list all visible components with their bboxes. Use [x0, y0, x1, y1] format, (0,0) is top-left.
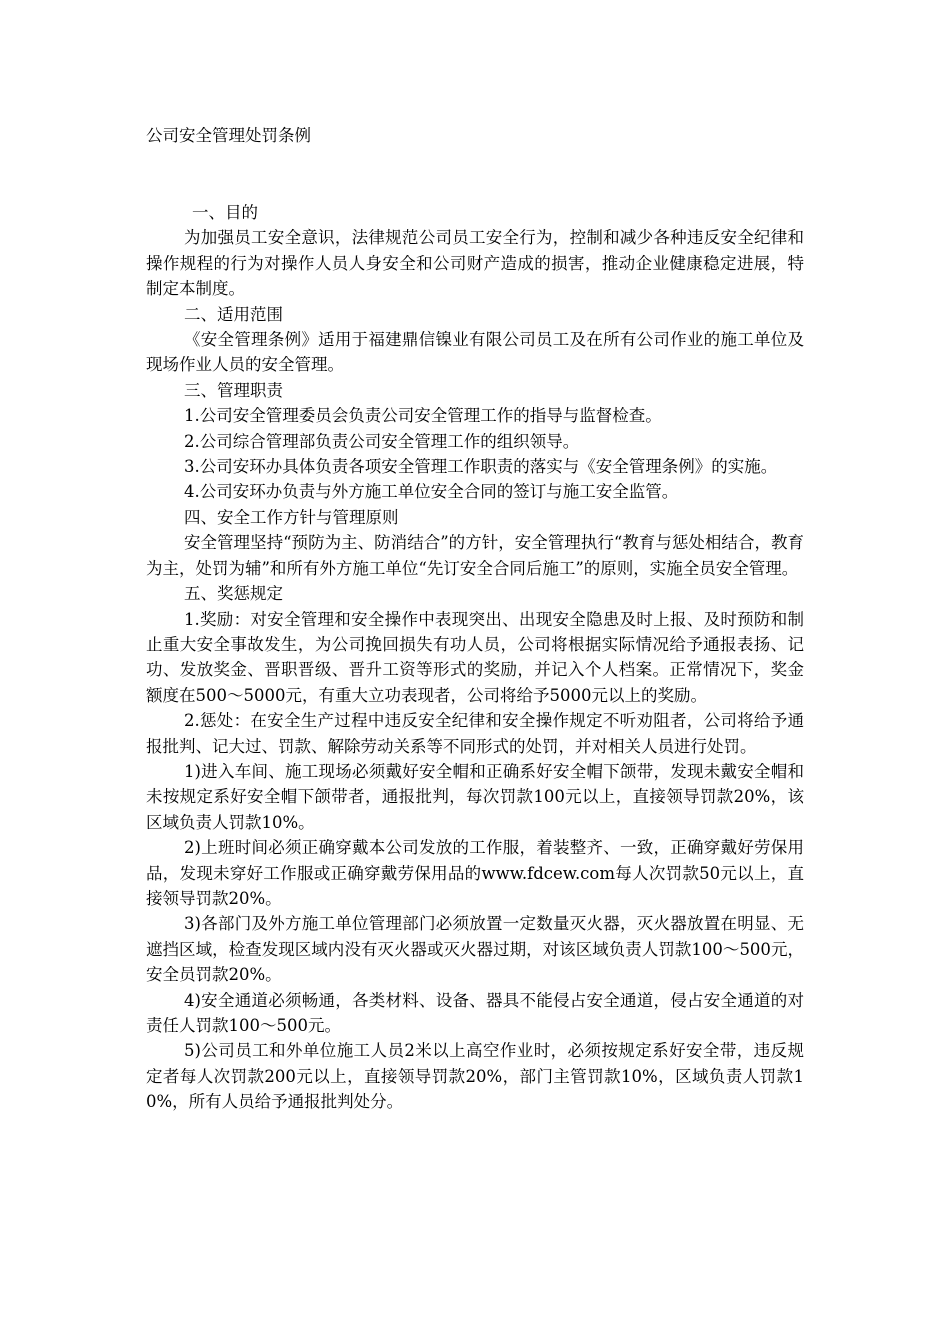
document-title: 公司安全管理处罚条例 — [146, 126, 311, 145]
paragraph-rule-3: 3)各部门及外方施工单位管理部门必须放置一定数量灭火器，灭火器放置在明显、无遮挡区域，检查发现区域内没有灭火器或灭火器过期，对该区域负责人罚款100～500元，安全员罚款20%。 — [146, 914, 804, 985]
section-heading-principles: 四、安全工作方针与管理原则 — [184, 507, 399, 527]
paragraph-responsibility-3: 3.公司安环办具体负责各项安全管理工作职责的落实与《安全管理条例》的实施。 — [184, 457, 778, 477]
document-body — [146, 200, 804, 1115]
paragraph-penalties: 2.惩处：在安全生产过程中违反安全纪律和安全操作规定不听劝阻者，公司将给予通报批判、记大过、罚款、解除劳动关系等不同形式的处罚，并对相关人员进行处罚。 — [146, 711, 804, 756]
paragraph-rule-4: 4)安全通道必须畅通，各类材料、设备、器具不能侵占安全通道，侵占安全通道的对责任人罚款100～500元。 — [146, 990, 804, 1035]
paragraph-rule-1: 1)进入车间、施工现场必须戴好安全帽和正确系好安全帽下颌带，发现未戴安全帽和未按规定系好安全帽下颌带者，通报批判，每次罚款100元以上，直接领导罚款20%，该区域负责人罚款10%。 — [146, 761, 804, 832]
paragraph-scope: 《安全管理条例》适用于福建鼎信镍业有限公司员工及在所有公司作业的施工单位及现场作业人员的安全管理。 — [146, 330, 804, 375]
paragraph-principles: 安全管理坚持“预防为主、防消结合”的方针，安全管理执行“教育与惩处相结合，教育为主，处罚为辅”和所有外方施工单位“先订安全合同后施工”的原则，实施全员安全管理。 — [146, 533, 804, 578]
paragraph-rule-5: 5)公司员工和外单位施工人员2米以上高空作业时，必须按规定系好安全带，违反规定者每人次罚款200元以上，直接领导罚款20%，部门主管罚款10%，区域负责人罚款10%，所有人员给予通报批判处分。 — [146, 1041, 804, 1112]
paragraph-rewards: 1.奖励：对安全管理和安全操作中表现突出、出现安全隐患及时上报、及时预防和制止重大安全事故发生，为公司挽回损失有功人员，公司将根据实际情况给予通报表扬、记功、发放奖金、晋职晋级、晋升工资等形式的奖励，并记入个人档案。正常情况下，奖金额度在500～5000元，有重大立功表现者，公司将给予5000元以上的奖励。 — [146, 609, 804, 705]
section-heading-responsibilities: 三、管理职责 — [184, 380, 283, 400]
paragraph-responsibility-2: 2.公司综合管理部负责公司安全管理工作的组织领导。 — [184, 431, 580, 451]
section-heading-rewards-penalties: 五、奖惩规定 — [184, 584, 283, 604]
section-heading-scope: 二、适用范围 — [184, 304, 283, 324]
paragraph-responsibility-4: 4.公司安环办负责与外方施工单位安全合同的签订与施工安全监管。 — [184, 482, 679, 502]
section-heading-purpose: 一、目的 — [192, 203, 258, 222]
paragraph-responsibility-1: 1.公司安全管理委员会负责公司安全管理工作的指导与监督检查。 — [184, 406, 662, 426]
paragraph-purpose: 为加强员工安全意识，法律规范公司员工安全行为，控制和减少各种违反安全纪律和操作规程的行为对操作人员人身安全和公司财产造成的损害，推动企业健康稳定进展，特制定本制度。 — [146, 228, 804, 299]
paragraph-rule-2: 2)上班时间必须正确穿戴本公司发放的工作服，着装整齐、一致，正确穿戴好劳保用品，发现未穿好工作服或正确穿戴劳保用品的www.fdcew.com每人次罚款50元以上，直接领导罚款20%。 — [146, 838, 804, 908]
